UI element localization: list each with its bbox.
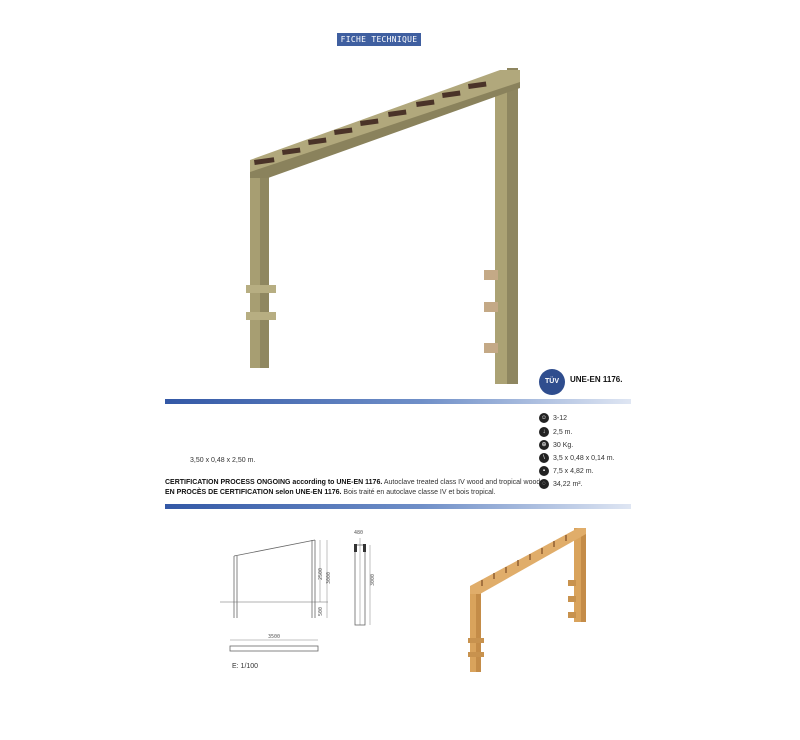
dim-height-3: 3000 [370, 573, 376, 586]
product-render [230, 60, 540, 390]
left-step [468, 652, 484, 657]
spec-value: 30 Kg. [553, 441, 574, 449]
certification-fr-text: Bois traité en autoclave classe IV et bois tropical. [341, 489, 496, 496]
certification-en [165, 479, 542, 486]
spec-area [539, 466, 593, 476]
surface-icon: ◌ [539, 479, 549, 489]
right-post [581, 528, 586, 622]
right-post [574, 528, 581, 622]
elevation-beam [234, 540, 315, 556]
spec-fall-height [539, 427, 572, 437]
side-view-bracket [363, 544, 366, 552]
top-beam-shadow [250, 82, 520, 178]
drawing-scale: E: 1/100 [232, 663, 259, 670]
dim-width: 3500 [268, 634, 281, 640]
certification-fr-bold: EN PROCÈS DE CERTIFICATION selon UNE-EN 1176. [165, 489, 342, 496]
spec-value: 3-12 [553, 414, 568, 422]
dimensions-icon: \ [539, 453, 549, 463]
left-step [468, 638, 484, 643]
right-step [568, 612, 576, 618]
divider-band-top [165, 399, 631, 404]
side-view-bracket [354, 544, 357, 552]
spec-value: 2,5 m. [553, 428, 573, 436]
divider-band-bottom [165, 504, 631, 509]
color-render [460, 520, 600, 680]
right-post-front [495, 74, 507, 384]
spec-dimensions [539, 453, 614, 463]
left-step [246, 312, 276, 320]
area-icon: ▪ [539, 466, 549, 476]
spec-surface [539, 479, 583, 489]
spec-value: 34,22 m². [553, 480, 583, 488]
tuv-logo: TÜV [539, 369, 565, 395]
fall-height-icon: ↓ [539, 427, 549, 437]
right-step [484, 270, 498, 280]
weight-icon: ⊕ [539, 440, 549, 450]
fiche-technique-badge: FICHE TECHNIQUE [337, 33, 421, 46]
left-step [246, 285, 276, 293]
overall-dimensions: 3,50 x 0,48 x 2,50 m. [190, 457, 256, 464]
left-post [476, 590, 481, 672]
certification-en-text: Autoclave treated class IV wood and tropical wood. [382, 479, 543, 486]
left-post-back [260, 168, 269, 368]
users-icon: ☺ [540, 415, 548, 421]
spec-users [539, 413, 567, 423]
certification-fr [165, 489, 496, 496]
technical-drawing [200, 520, 400, 680]
spec-value: 3,5 x 0,48 x 0,14 m. [553, 454, 615, 462]
spec-value: 7,5 x 4,82 m. [553, 467, 594, 475]
right-step [568, 580, 576, 586]
dim-height-2: 3000 [326, 571, 332, 584]
left-post [470, 590, 476, 672]
spec-weight [539, 440, 573, 450]
right-step [484, 343, 498, 353]
left-post-front [250, 168, 260, 368]
right-post-back [507, 68, 518, 384]
dim-base: 500 [318, 606, 324, 616]
standard-label: UNE-EN 1176. [570, 375, 623, 384]
certification-en-bold: CERTIFICATION PROCESS ONGOING according to UNE-EN 1176. [165, 479, 383, 486]
dim-height-1: 2500 [318, 567, 324, 580]
right-step [484, 302, 498, 312]
plan-view-beam [230, 646, 318, 651]
right-step [568, 596, 576, 602]
dim-depth: 480 [354, 530, 364, 536]
rungs [254, 81, 487, 164]
